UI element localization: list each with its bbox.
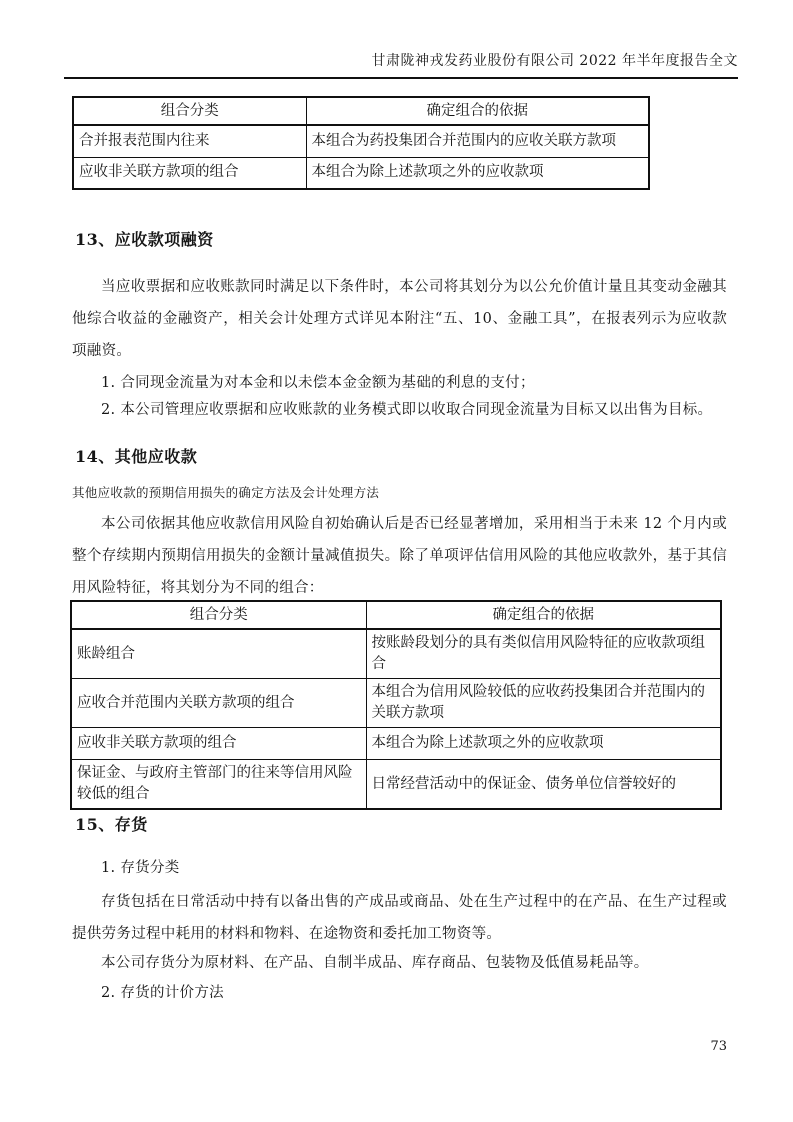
section14-subtitle: 其他应收款的预期信用损失的确定方法及会计处理方法 xyxy=(72,485,380,500)
document-header xyxy=(64,50,738,79)
section15-paragraph2: 本公司存货分为原材料、在产品、自制半成品、库存商品、包装物及低值易耗品等。 xyxy=(101,955,649,971)
table2-cell: 日常经营活动中的保证金、债务单位信誉较好的 xyxy=(366,760,721,810)
table2-cell: 本组合为信用风险较低的应收药投集团合并范围内的关联方款项 xyxy=(366,679,721,728)
table2-header-category: 组合分类 xyxy=(71,601,366,629)
section14-paragraph: 本公司依据其他应收款信用风险自初始确认后是否已经显著增加，采用相当于未来 12 个月内或整个存续期内预期信用损失的金额计量减值损失。除了单项评估信用风险的其他应收款外，基于其信用风险特征，将其划分为不同的组合： xyxy=(72,516,727,596)
page-number: 73 xyxy=(710,1039,727,1054)
table-row xyxy=(73,125,649,157)
section15-item1: 1. 存货分类 xyxy=(101,860,180,876)
section15-paragraph1: 存货包括在日常活动中持有以备出售的产成品或商品、处在生产过程中的在产品、在生产过程或提供劳务过程中耗用的材料和物料、在途物资和委托加工物资等。 xyxy=(72,894,727,942)
table2-cell: 账龄组合 xyxy=(71,629,366,679)
table2-cell: 本组合为除上述款项之外的应收款项 xyxy=(366,728,721,760)
table2-cell: 应收合并范围内关联方款项的组合 xyxy=(71,679,366,728)
table2-cell: 保证金、与政府主管部门的往来等信用风险较低的组合 xyxy=(71,760,366,810)
table1-header-basis: 确定组合的依据 xyxy=(306,97,649,125)
table-row xyxy=(73,157,649,189)
table1-header-category: 组合分类 xyxy=(73,97,306,125)
table-header-row xyxy=(73,97,649,125)
portfolio-table-1 xyxy=(72,96,650,190)
section14-heading: 14、其他应收款 xyxy=(75,447,198,466)
section13-item2: 2. 本公司管理应收票据和应收账款的业务模式即以收取合同现金流量为目标又以出售为目标。 xyxy=(101,402,713,418)
section15-heading: 15、存货 xyxy=(75,815,148,834)
table1-cell: 本组合为除上述款项之外的应收款项 xyxy=(306,157,649,189)
table-row xyxy=(71,629,721,679)
table1-cell: 应收非关联方款项的组合 xyxy=(73,157,306,189)
table2-cell: 按账龄段划分的具有类似信用风险特征的应收款项组合 xyxy=(366,629,721,679)
section15-item2: 2. 存货的计价方法 xyxy=(101,985,224,1001)
section13-item1: 1. 合同现金流量为对本金和以未偿本金金额为基础的利息的支付； xyxy=(101,375,535,391)
section13-paragraph: 当应收票据和应收账款同时满足以下条件时，本公司将其划分为以公允价值计量且其变动金融其他综合收益的金融资产，相关会计处理方式详见本附注“五、10、金融工具”，在报表列示为应收款项融资。 xyxy=(72,279,727,359)
document-header-title: 甘肃陇神戎发药业股份有限公司 2022 年半年度报告全文 xyxy=(371,53,738,69)
table1-cell: 本组合为药投集团合并范围内的应收关联方款项 xyxy=(306,125,649,157)
table-row xyxy=(71,760,721,810)
table-header-row xyxy=(71,601,721,629)
table2-header-basis: 确定组合的依据 xyxy=(366,601,721,629)
table1-cell: 合并报表范围内往来 xyxy=(73,125,306,157)
section13-heading: 13、应收款项融资 xyxy=(75,230,214,249)
table-row xyxy=(71,728,721,760)
portfolio-table-2 xyxy=(70,600,722,810)
table-row xyxy=(71,679,721,728)
table2-cell: 应收非关联方款项的组合 xyxy=(71,728,366,760)
